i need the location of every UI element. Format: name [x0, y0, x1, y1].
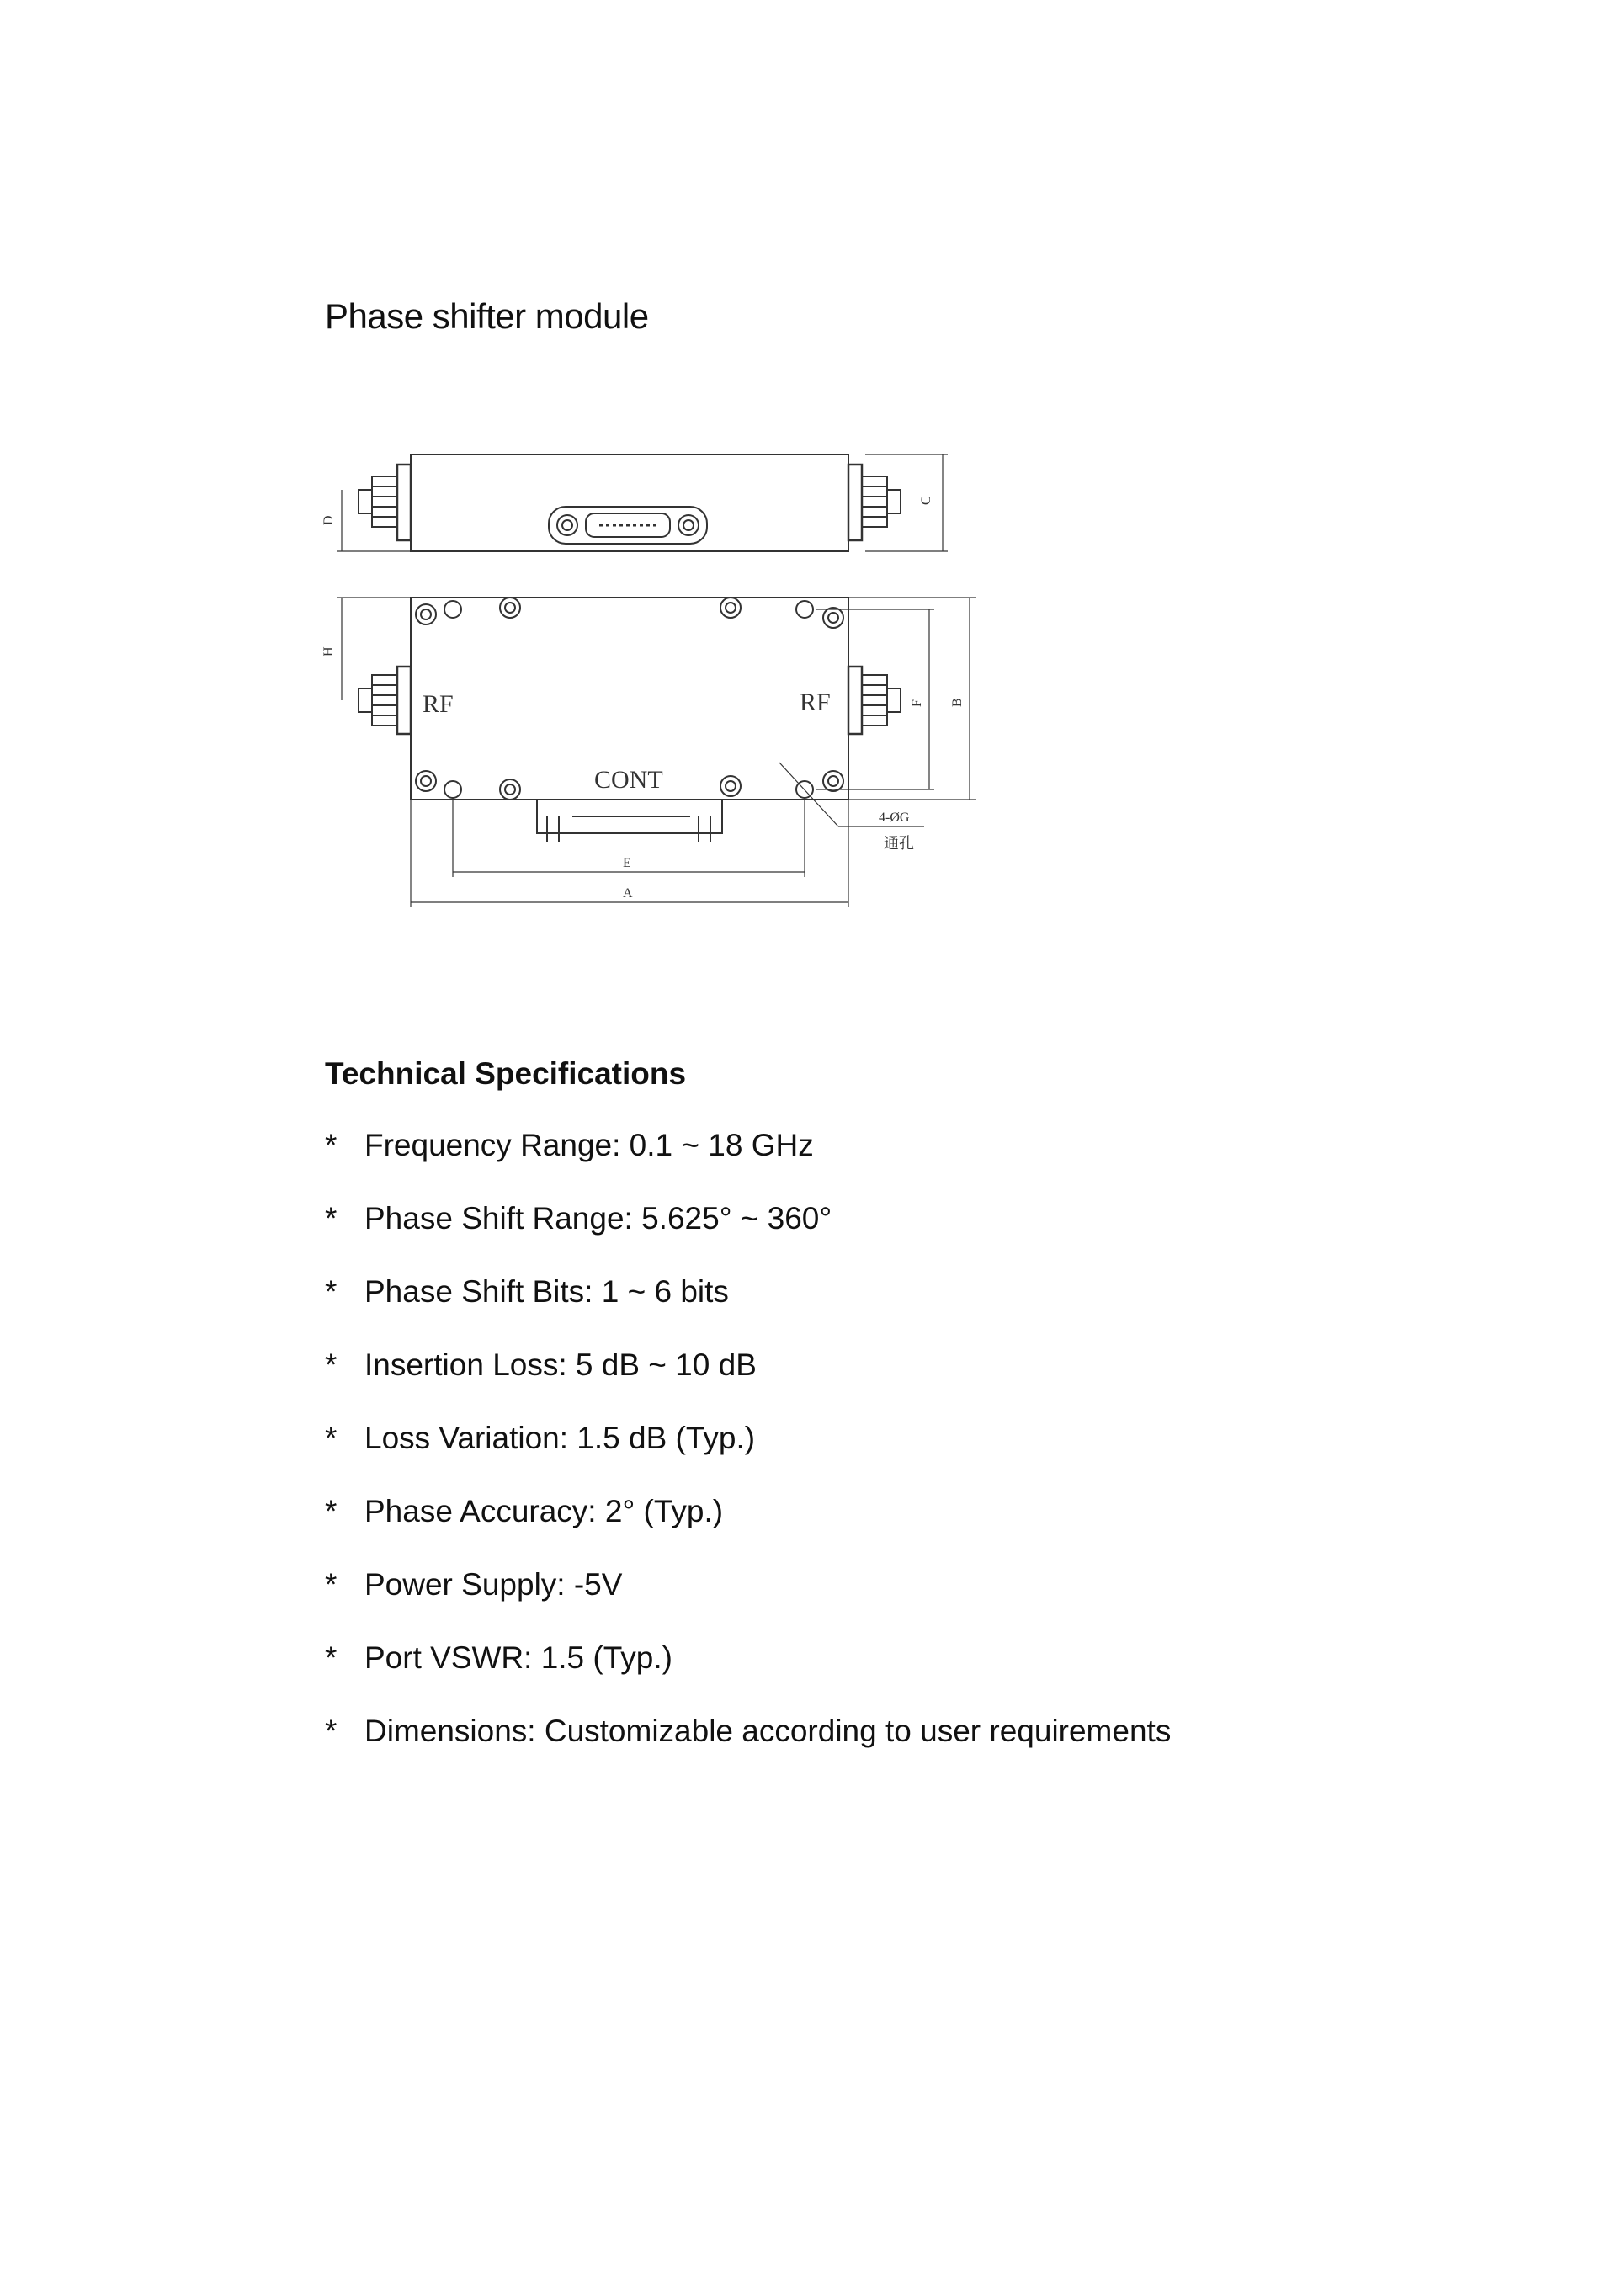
- hole-spec-label: 4-ØG: [879, 811, 910, 825]
- spec-item: [325, 1712, 1171, 1785]
- hole-note-label: 通孔: [884, 835, 914, 853]
- spec-item: [325, 1126, 1171, 1199]
- bullet: *: [325, 1274, 338, 1309]
- rf-label-left: RF: [423, 690, 454, 718]
- bullet: *: [325, 1567, 338, 1602]
- spec-item: [325, 1492, 1171, 1565]
- dim-c-label: C: [919, 496, 933, 505]
- sma-connector-right: [848, 465, 901, 540]
- spec-item: [325, 1273, 1171, 1346]
- bullet: *: [325, 1201, 338, 1236]
- bullet: *: [325, 1714, 338, 1748]
- spec-item: [325, 1419, 1171, 1492]
- bullet: *: [325, 1494, 338, 1528]
- top-view: [322, 598, 976, 907]
- spec-text: Phase Accuracy: 2° (Typ.): [364, 1494, 724, 1528]
- control-connector-side: [549, 507, 707, 544]
- spec-text: Insertion Loss: 5 dB ~ 10 dB: [364, 1347, 757, 1382]
- bullet: *: [325, 1421, 338, 1455]
- dim-b-label: B: [950, 698, 965, 707]
- module-dimension-drawing: [320, 446, 993, 934]
- spec-text: Loss Variation: 1.5 dB (Typ.): [364, 1421, 756, 1455]
- spec-text: Power Supply: -5V: [364, 1567, 623, 1602]
- dim-a-label: A: [623, 886, 633, 901]
- dim-d-label: D: [322, 515, 336, 525]
- rf-connector-left-top: [359, 667, 411, 734]
- spec-text: Port VSWR: 1.5 (Typ.): [364, 1640, 672, 1675]
- page-title: Phase shifter module: [325, 296, 649, 336]
- side-view: [322, 454, 948, 551]
- rf-label-right: RF: [800, 688, 831, 716]
- bullet: *: [325, 1347, 338, 1382]
- spec-text: Frequency Range: 0.1 ~ 18 GHz: [364, 1128, 814, 1162]
- sma-connector-left: [359, 465, 411, 540]
- cont-label: CONT: [594, 766, 663, 794]
- spec-text: Phase Shift Bits: 1 ~ 6 bits: [364, 1274, 729, 1309]
- dim-f-label: F: [910, 699, 924, 707]
- spec-item: [325, 1639, 1171, 1712]
- spec-text: Dimensions: Customizable according to user requirements: [364, 1714, 1172, 1748]
- spec-item: [325, 1199, 1171, 1273]
- bullet: *: [325, 1128, 338, 1162]
- spec-list: [325, 1126, 1171, 1785]
- bullet: *: [325, 1640, 338, 1675]
- control-connector-top: [537, 800, 722, 842]
- spec-item: [325, 1346, 1171, 1419]
- spec-item: [325, 1565, 1171, 1639]
- dim-e-label: E: [623, 856, 631, 870]
- spec-text: Phase Shift Range: 5.625° ~ 360°: [364, 1201, 832, 1236]
- specs-heading: Technical Specifications: [325, 1056, 687, 1091]
- dim-h-label: H: [322, 646, 336, 656]
- rf-connector-right-top: [848, 667, 901, 734]
